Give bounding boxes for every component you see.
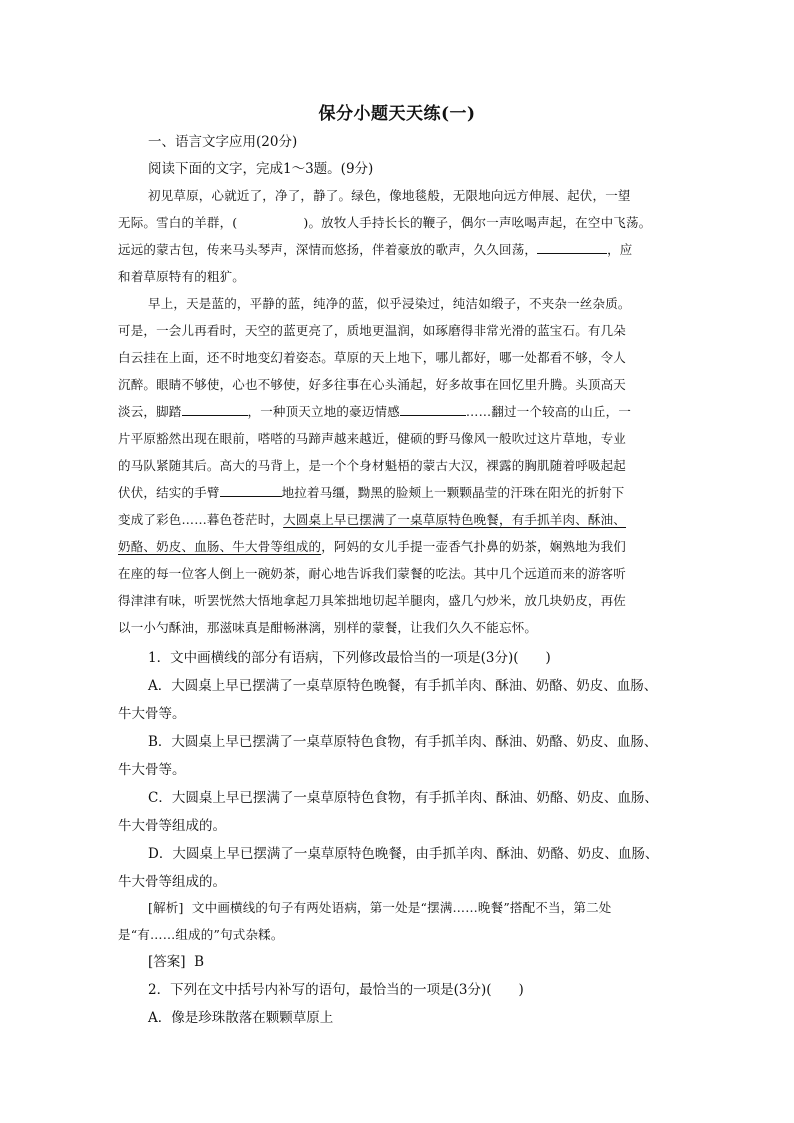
answer-tag: [答案] (148, 954, 186, 970)
p2-line-11: 在座的每一位客人倒上一碗奶茶，耐心地告诉我们蒙餐的吃法。其中几个远道而来的游客听 (118, 566, 627, 581)
answer-blank[interactable] (220, 484, 282, 497)
q1-option-c-line2[interactable]: 牛大骨等组成的。 (118, 818, 226, 834)
q1-option-d-line1[interactable]: D．大圆桌上早已摆满了一桌草原特色晚餐，由手抓羊肉、酥油、奶酪、奶皮、血肠、 (148, 846, 659, 862)
p1-line-2 (118, 214, 651, 232)
p2-line-5 (118, 403, 631, 421)
p2-line-10-b: ，阿妈的女儿手提一壶香气扑鼻的奶茶，娴熟地为我们 (321, 539, 627, 554)
p2-line-7: 的马队紧随其后。高大的马背上，是一个个身材魁梧的蒙古大汉，裸露的胸肌随着呼吸起起 (118, 458, 627, 473)
p1-line-2-b: )。放牧人手持长长的鞭子，偶尔一声吆喝声起，在空中飞荡。 (303, 215, 652, 230)
q1-stem: 1．文中画横线的部分有语病，下列修改最恰当的一项是(3分)( ) (148, 650, 551, 666)
p2-line-6: 片平原豁然出现在眼前，嗒嗒的马蹄声越来越近，健硕的野马像风一般吹过这片草地，专业 (118, 431, 627, 446)
answer-value: B (194, 954, 205, 970)
answer-blank[interactable] (537, 241, 607, 254)
p2-line-10 (118, 538, 626, 556)
q2-stem: 2．下列在文中括号内补写的语句，最恰当的一项是(3分)( ) (148, 982, 524, 998)
q2-option-a[interactable]: A．像是珍珠散落在颗颗草原上 (148, 1010, 334, 1026)
p2-line-13: 以一小勺酥油，那滋味真是酣畅淋漓，别样的蒙餐，让我们久久不能忘怀。 (118, 620, 538, 635)
q1-analysis-line2: 是“有……组成的”句式杂糅。 (118, 927, 284, 942)
p1-line-2-a: 无际。雪白的羊群，( (118, 215, 238, 230)
q1-answer (148, 953, 204, 971)
p2-line-12: 得津津有味，听罢恍然大悟地拿起刀具笨拙地切起羊腿肉，盛几勺炒米，放几块奶皮，再佐 (118, 593, 627, 608)
p2-line-5-c: ……翻过一个较高的山丘，一 (465, 404, 632, 419)
p2-line-1: 早上，天是蓝的，平静的蓝，纯净的蓝，似乎浸染过，纯洁如缎子，不夹杂一丝杂质。 (148, 296, 631, 311)
analysis-tag: [解析] (148, 900, 184, 915)
q1-analysis-line1 (148, 899, 612, 917)
p1-line-3-a: 远远的蒙古包，传来马头琴声，深情而悠扬，伴着豪放的歌声，久久回荡， (118, 242, 538, 257)
p2-line-2: 可是，一会儿再看时，天空的蓝更亮了，质地更温润，如琢磨得非常光滑的蓝宝石。有几朵 (118, 323, 627, 338)
analysis-text: 文中画横线的句子有两处语病，第一处是“摆满……晚餐”搭配不当，第二处 (191, 900, 612, 915)
answer-blank[interactable] (400, 403, 466, 416)
p2-line-5-b: ，一种顶天立地的豪迈情感 (247, 404, 400, 419)
q1-option-b-line2[interactable]: 牛大骨等。 (118, 762, 186, 778)
page-title: 保分小题天天练(一) (318, 104, 476, 124)
q1-option-a-line1[interactable]: A．大圆桌上早已摆满了一桌草原特色晚餐，有手抓羊肉、酥油、奶酪、奶皮、血肠、 (148, 678, 658, 694)
section-heading: 一、语言文字应用(20分) (148, 134, 298, 150)
answer-blank[interactable] (182, 403, 248, 416)
p1-line-1: 初见草原，心就近了，净了，静了。绿色，像地毯般，无限地向远方伸展、起伏，一望 (148, 188, 631, 203)
q1-option-b-line1[interactable]: B．大圆桌上早已摆满了一桌草原特色食物，有手抓羊肉、酥油、奶酪、奶皮、血肠、 (148, 734, 658, 750)
p2-line-8-b: 地拉着马缰，黝黑的脸颊上一颗颗晶莹的汗珠在阳光的折射下 (281, 485, 625, 500)
underlined-sentence-end: 奶酪、奶皮、血肠、牛大骨等组成的 (118, 539, 322, 554)
q1-option-a-line2[interactable]: 牛大骨等。 (118, 706, 186, 722)
p1-line-3 (118, 241, 633, 259)
p2-line-8-a: 伏伏，结实的手臂 (118, 485, 220, 500)
instruction: 阅读下面的文字，完成1～3题。(9分) (148, 161, 374, 177)
p1-line-3-b: ，应 (607, 242, 633, 257)
p2-line-4: 沉醉。眼睛不够使，心也不够使，好多往事在心头涌起，好多故事在回忆里升腾。头顶高天 (118, 377, 627, 392)
underlined-sentence: 大圆桌上早已摆满了一桌草原特色晚餐，有手抓羊肉、酥油、 (283, 512, 627, 527)
q1-option-c-line1[interactable]: C．大圆桌上早已摆满了一桌草原特色食物，有手抓羊肉、酥油、奶酪、奶皮、血肠、 (148, 790, 658, 806)
p2-line-9-a: 变成了彩色……暮色苍茫时， (118, 512, 284, 527)
p2-line-3: 白云挂在上面，还不时地变幻着姿态。草原的天上地下，哪儿都好，哪一处都看不够，令人 (118, 350, 627, 365)
p2-line-9 (118, 511, 626, 529)
q1-option-d-line2[interactable]: 牛大骨等组成的。 (118, 874, 226, 890)
p2-line-5-a: 淡云，脚踏 (118, 404, 182, 419)
p2-line-8 (118, 484, 625, 502)
p1-line-4: 和着草原特有的粗犷。 (118, 269, 246, 284)
